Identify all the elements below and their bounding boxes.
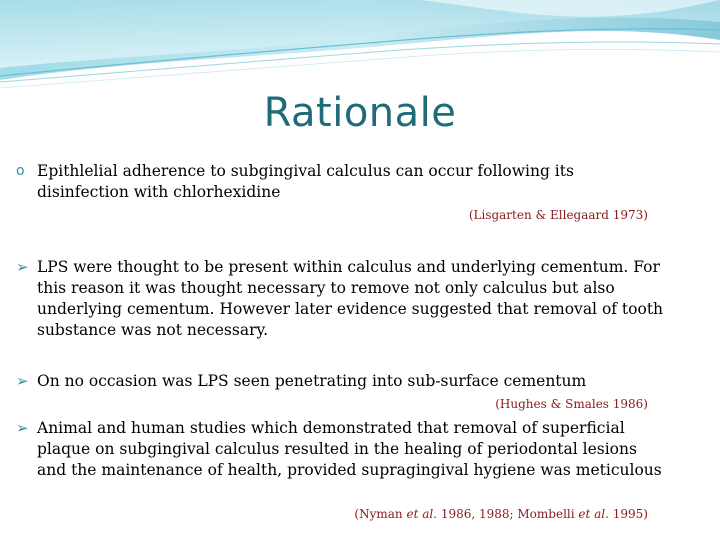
citation-part: et al. [578,507,609,521]
citation: (Hughes & Smales 1986) [495,397,648,411]
bullet-item [16,161,666,203]
citation-part: et al. [406,507,438,521]
bullet-item [16,257,666,341]
bullet-item [16,418,666,481]
citation-part: 1986, 1988; Mombelli [437,507,579,521]
bullet-text: Animal and human studies which demonstrated that removal of superficial plaque on subgingival calculus resulted in the healing of periodontal lesions and the maintenance of health, provided supragingival hygiene was meticulous [37,419,662,479]
citation: (Lisgarten & Ellegaard 1973) [468,208,648,222]
bullet-text: Epithlelial adherence to subgingival calculus can occur following its disinfection with chlorhexidine [37,162,574,201]
citation [354,507,648,521]
arrow-bullet-icon: ➢ [16,258,29,276]
citation-part: 1995) [608,507,648,521]
header-wave-decoration [0,0,720,100]
bullet-item [16,371,666,392]
bullet-text: On no occasion was LPS seen penetrating into sub-surface cementum [37,372,587,390]
arrow-bullet-icon: ➢ [16,372,29,390]
circle-bullet-icon: o [16,163,25,179]
bullet-text: LPS were thought to be present within calculus and underlying cementum. For this reason it was thought necessary to remove not only calculus but also underlying cementum. However later evidence suggested that removal of tooth substance was not necessary. [37,258,664,339]
citation-part: (Nyman [354,507,407,521]
arrow-bullet-icon: ➢ [16,419,29,437]
slide-title: Rationale [263,90,457,136]
